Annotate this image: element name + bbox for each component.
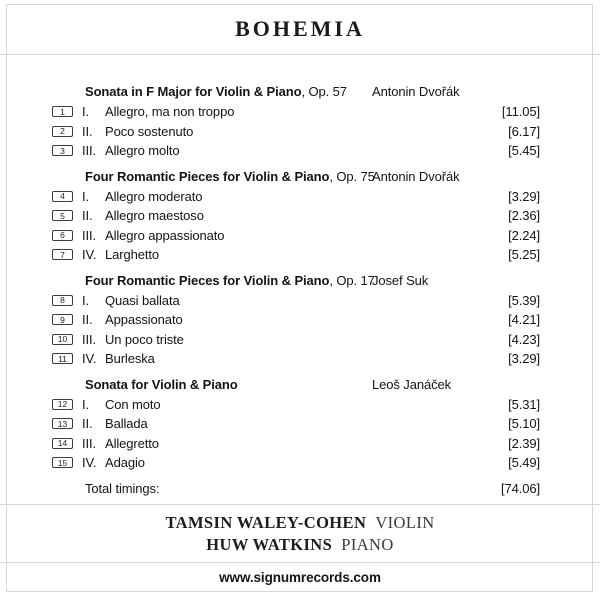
composer-name: Leoš Janáček bbox=[372, 376, 452, 392]
track-row bbox=[52, 310, 540, 330]
work-opus: , Op. 75 bbox=[329, 168, 375, 184]
work-tracks bbox=[52, 187, 540, 265]
track-title: Un poco triste bbox=[105, 331, 184, 347]
track-row bbox=[52, 395, 540, 415]
track-title: Larghetto bbox=[105, 247, 160, 263]
movement-numeral: IV. bbox=[82, 247, 97, 263]
track-title: Adagio bbox=[105, 455, 145, 471]
movement-numeral: IV. bbox=[82, 455, 97, 471]
track-row bbox=[52, 226, 540, 246]
track-row bbox=[52, 330, 540, 350]
track-row bbox=[52, 206, 540, 226]
credit-pianist bbox=[206, 534, 393, 555]
track-duration: [3.29] bbox=[508, 351, 540, 367]
track-duration: [5.39] bbox=[508, 292, 540, 308]
work-header bbox=[52, 82, 540, 102]
track-row bbox=[52, 102, 540, 122]
track-duration: [2.36] bbox=[508, 208, 540, 224]
composer-name: Josef Suk bbox=[372, 272, 429, 288]
track-row bbox=[52, 187, 540, 207]
track-title: Allegro maestoso bbox=[105, 208, 204, 224]
total-timings-value: [74.06] bbox=[500, 481, 540, 496]
track-title: Allegro molto bbox=[105, 143, 180, 159]
violinist-instrument: VIOLIN bbox=[375, 513, 435, 532]
title-band bbox=[0, 4, 600, 54]
track-duration: [5.10] bbox=[508, 416, 540, 432]
movement-numeral: I. bbox=[82, 292, 90, 308]
track-duration: [5.25] bbox=[508, 247, 540, 263]
work-tracks bbox=[52, 395, 540, 473]
track-number-box: 11 bbox=[52, 353, 73, 364]
work-title: Four Romantic Pieces for Violin & Piano bbox=[85, 168, 330, 184]
movement-numeral: IV. bbox=[82, 351, 97, 367]
movement-numeral: III. bbox=[82, 331, 97, 347]
track-row bbox=[52, 414, 540, 434]
pianist-name: HUW WATKINS bbox=[206, 535, 333, 554]
track-number-box: 2 bbox=[52, 126, 73, 137]
track-number-box: 10 bbox=[52, 334, 73, 345]
violinist-name: TAMSIN WALEY-COHEN bbox=[165, 513, 367, 532]
movement-numeral: II. bbox=[82, 312, 93, 328]
track-duration: [6.17] bbox=[508, 123, 540, 139]
track-title: Con moto bbox=[105, 396, 161, 412]
work-title-group bbox=[85, 375, 238, 395]
movement-numeral: II. bbox=[82, 208, 93, 224]
work-header bbox=[52, 167, 540, 187]
track-row bbox=[52, 349, 540, 369]
composer-name: Antonin Dvořák bbox=[372, 84, 460, 99]
work-title: Sonata in F Major for Violin & Piano bbox=[85, 84, 302, 99]
total-timings-row bbox=[52, 479, 540, 499]
track-row bbox=[52, 245, 540, 265]
track-list bbox=[52, 55, 540, 504]
work-title-group bbox=[85, 82, 347, 102]
album-title: BOHEMIA bbox=[235, 16, 365, 41]
work-section bbox=[52, 271, 540, 369]
track-title: Allegro appassionato bbox=[105, 227, 225, 243]
track-number-box: 3 bbox=[52, 145, 73, 156]
work-opus: , Op. 57 bbox=[301, 84, 347, 99]
track-duration: [3.29] bbox=[508, 188, 540, 204]
track-row bbox=[52, 291, 540, 311]
movement-numeral: III. bbox=[82, 435, 97, 451]
work-title-group bbox=[85, 271, 375, 291]
website-url: www.signumrecords.com bbox=[219, 570, 381, 585]
work-header bbox=[52, 271, 540, 291]
movement-numeral: II. bbox=[82, 123, 93, 139]
track-number-box: 5 bbox=[52, 210, 73, 221]
work-tracks bbox=[52, 102, 540, 161]
credit-violinist bbox=[165, 512, 434, 533]
movement-numeral: III. bbox=[82, 143, 97, 159]
track-row bbox=[52, 141, 540, 161]
track-number-box: 7 bbox=[52, 249, 73, 260]
movement-numeral: I. bbox=[82, 396, 90, 412]
track-number-box: 13 bbox=[52, 418, 73, 429]
work-title: Sonata for Violin & Piano bbox=[85, 376, 238, 392]
track-duration: [5.49] bbox=[508, 455, 540, 471]
movement-numeral: III. bbox=[82, 227, 97, 243]
track-row bbox=[52, 122, 540, 142]
track-duration: [4.21] bbox=[508, 312, 540, 328]
track-number-box: 1 bbox=[52, 106, 73, 117]
work-section bbox=[52, 167, 540, 265]
track-number-box: 4 bbox=[52, 191, 73, 202]
credits-band bbox=[0, 505, 600, 562]
track-title: Allegro, ma non troppo bbox=[105, 104, 235, 120]
work-title-group bbox=[85, 167, 375, 187]
track-number-box: 6 bbox=[52, 230, 73, 241]
total-timings-label: Total timings: bbox=[85, 481, 160, 496]
track-number-box: 14 bbox=[52, 438, 73, 449]
track-duration: [2.24] bbox=[508, 227, 540, 243]
movement-numeral: II. bbox=[82, 416, 93, 432]
track-number-box: 8 bbox=[52, 295, 73, 306]
track-title: Allegretto bbox=[105, 435, 159, 451]
movement-numeral: I. bbox=[82, 104, 90, 120]
track-number-box: 9 bbox=[52, 314, 73, 325]
work-title: Four Romantic Pieces for Violin & Piano bbox=[85, 272, 330, 288]
work-section bbox=[52, 82, 540, 161]
website-band bbox=[0, 563, 600, 592]
track-duration: [11.05] bbox=[501, 104, 540, 120]
track-duration: [2.39] bbox=[508, 435, 540, 451]
work-section bbox=[52, 375, 540, 473]
track-title: Quasi ballata bbox=[105, 292, 180, 308]
pianist-instrument: PIANO bbox=[341, 535, 394, 554]
track-duration: [4.23] bbox=[508, 331, 540, 347]
track-title: Allegro moderato bbox=[105, 188, 203, 204]
work-tracks bbox=[52, 291, 540, 369]
movement-numeral: I. bbox=[82, 188, 90, 204]
track-title: Appassionato bbox=[105, 312, 183, 328]
track-title: Poco sostenuto bbox=[105, 123, 194, 139]
work-opus: , Op. 17 bbox=[329, 272, 375, 288]
track-number-box: 12 bbox=[52, 399, 73, 410]
track-duration: [5.45] bbox=[508, 143, 540, 159]
track-title: Burleska bbox=[105, 351, 155, 367]
track-row bbox=[52, 453, 540, 473]
track-number-box: 15 bbox=[52, 457, 73, 468]
track-title: Ballada bbox=[105, 416, 148, 432]
track-row bbox=[52, 434, 540, 454]
work-header bbox=[52, 375, 540, 395]
track-duration: [5.31] bbox=[508, 396, 540, 412]
composer-name: Antonin Dvořák bbox=[372, 168, 460, 184]
